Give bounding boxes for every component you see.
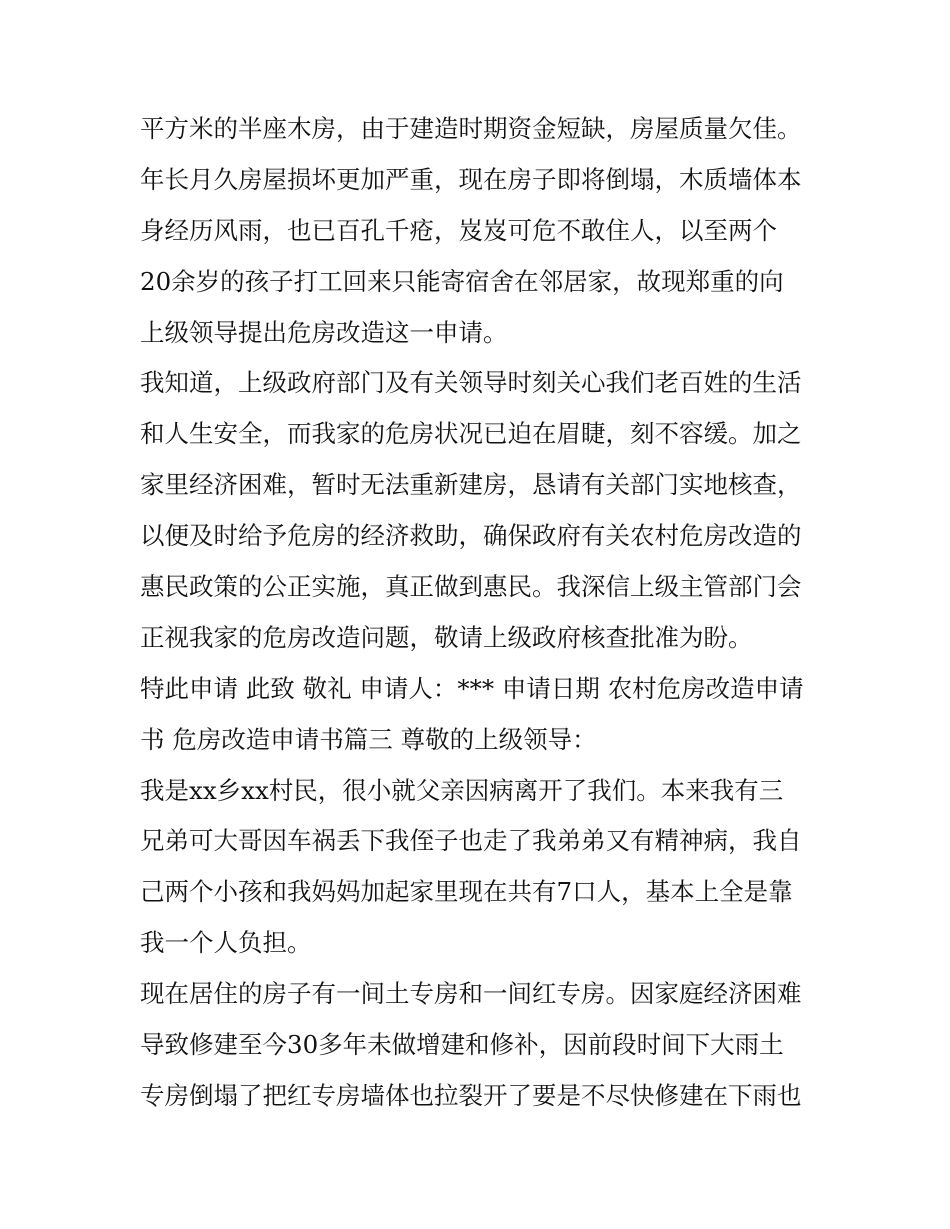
- text-line: 家里经济困难，暂时无法重新建房，恳请有关部门实地核查，: [140, 470, 802, 500]
- text-line: 我一个人负担。: [140, 928, 312, 958]
- text-line: 平方米的半座木房，由于建造时期资金短缺，房屋质量欠佳。: [140, 114, 802, 143]
- text-line: 正视我家的危房改造问题，敬请上级政府核查批准为盼。: [140, 622, 753, 652]
- text-line: 20余岁的孩子打工回来只能寄宿舍在邻居家，故现郑重的向: [140, 266, 784, 296]
- text-line: 现在居住的房子有一间土专房和一间红专房。因家庭经济困难: [140, 979, 802, 1009]
- text-line: 己两个小孩和我妈妈加起家里现在共有7口人，基本上全是靠: [140, 877, 793, 907]
- text-line: 年长月久房屋损坏更加严重，现在房子即将倒塌，木质墙体本: [140, 164, 802, 194]
- text-line: 我知道，上级政府部门及有关领导时刻关心我们老百姓的生活: [140, 368, 802, 398]
- text-line: 专房倒塌了把红专房墙体也拉裂开了要是不尽快修建在下雨也: [140, 1080, 802, 1110]
- text-line: 我是xx乡xx村民，很小就父亲因病离开了我们。本来我有三: [140, 775, 784, 805]
- text-line: 身经历风雨，也已百孔千疮，岌岌可危不敢住人，以至两个: [140, 215, 777, 245]
- text-line: 书 危房改造申请书篇三 尊敬的上级领导：: [140, 724, 597, 754]
- text-line: 兄弟可大哥因车祸丢下我侄子也走了我弟弟又有精神病，我自: [140, 826, 802, 856]
- document-page: [140, 104, 820, 1122]
- text-line: 特此申请 此致 敬礼 申请人：*** 申请日期 农村危房改造申请: [140, 673, 804, 703]
- text-line: 上级领导提出危房改造这一申请。: [140, 317, 508, 347]
- text-line: 惠民政策的公正实施，真正做到惠民。我深信上级主管部门会: [140, 572, 802, 602]
- text-line: 以便及时给予危房的经济救助，确保政府有关农村危房改造的: [140, 521, 802, 551]
- text-line: 和人生安全，而我家的危房状况已迫在眉睫，刻不容缓。加之: [140, 419, 802, 449]
- text-line: 导致修建至今30多年未做增建和修补，因前段时间下大雨土: [140, 1030, 784, 1060]
